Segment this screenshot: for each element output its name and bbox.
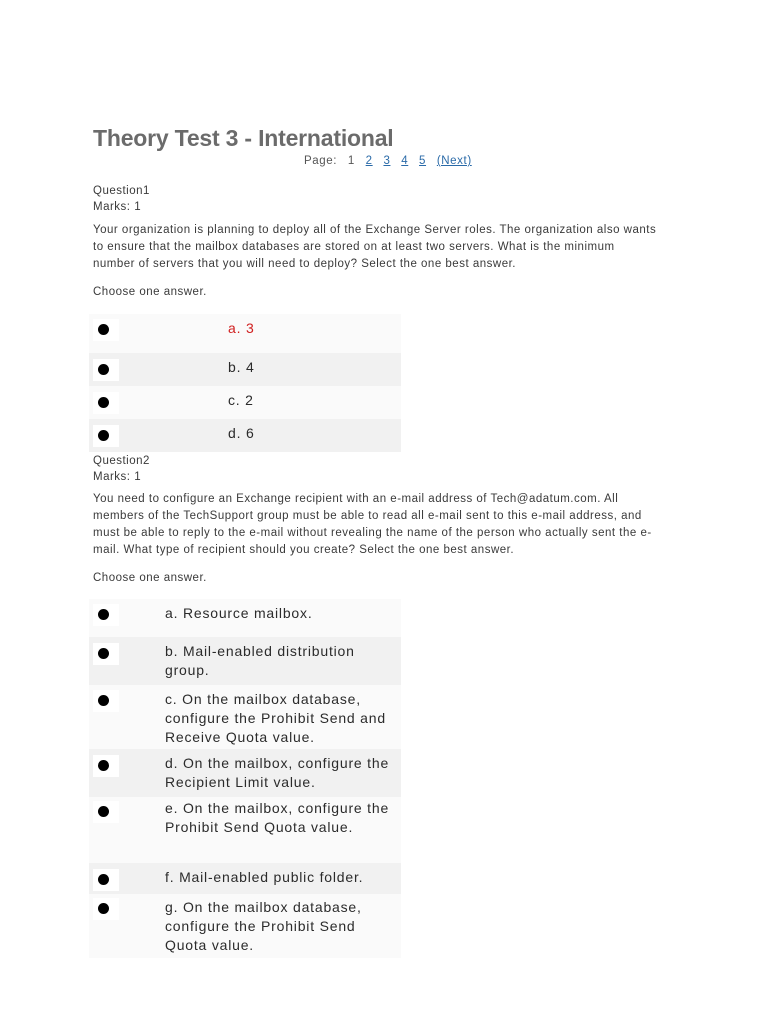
answer-label: d. 6 [228,425,255,441]
radio-button[interactable] [98,397,109,408]
question-2-header [93,453,150,485]
question-label: Question1 [93,185,150,197]
question-1-header [93,183,150,215]
answer-row[interactable] [89,637,401,685]
radio-button[interactable] [98,806,109,817]
answer-label: c. 2 [228,392,254,408]
question-2-answers [89,599,401,958]
question-marks: Marks: 1 [93,471,142,483]
answer-label: e. On the mailbox, configure the Prohibit Send Quota value. [165,800,390,835]
answer-row[interactable] [89,797,401,863]
answer-label: b. 4 [228,359,255,375]
answer-row[interactable] [89,749,401,797]
radio-button[interactable] [98,695,109,706]
question-1-answers [89,314,401,452]
answer-row[interactable] [89,419,401,452]
answer-label: f. Mail-enabled public folder. [165,869,364,885]
pager-link-3[interactable]: 3 [383,155,391,167]
radio-button[interactable] [98,760,109,771]
answer-row[interactable] [89,599,401,637]
answer-label: b. Mail-enabled distribution group. [165,643,355,678]
page-title: Theory Test 3 - International [93,125,394,151]
radio-button[interactable] [98,430,109,441]
pager-link-5[interactable]: 5 [419,155,427,167]
answer-label: c. On the mailbox database, configure the Prohibit Send and Receive Quota value. [165,691,386,745]
radio-button[interactable] [98,609,109,620]
answer-row[interactable] [89,386,401,419]
answer-label: g. On the mailbox database, configure the Prohibit Send Quota value. [165,899,362,953]
answer-row[interactable] [89,863,401,894]
question-marks: Marks: 1 [93,201,142,213]
pagination [304,155,479,167]
radio-button[interactable] [98,648,109,659]
answer-row[interactable] [89,894,401,958]
answer-label: a. 3 [228,320,255,336]
pager-link-4[interactable]: 4 [401,155,409,167]
answer-label: a. Resource mailbox. [165,605,313,621]
answer-row[interactable] [89,353,401,386]
question-2-prompt: Choose one answer. [93,572,207,584]
pager-next-link[interactable]: (Next) [436,155,472,167]
radio-button[interactable] [98,903,109,914]
answer-row[interactable] [89,685,401,749]
pager-label: Page: [304,155,338,167]
answer-row[interactable] [89,314,401,353]
radio-button[interactable] [98,324,109,335]
radio-button[interactable] [98,364,109,375]
answer-label: d. On the mailbox, configure the Recipient Limit value. [165,755,390,790]
pager-current-page: 1 [347,155,355,167]
question-1-text: Your organization is planning to deploy all of the Exchange Server roles. The organization also wants to ensure that the mailbox databases are stored on at least two servers. What is the minimum number of servers that you will need to deploy? Select the one best answer. [93,224,657,270]
question-2-text: You need to configure an Exchange recipient with an e-mail address of Tech@adatum.com. All members of the TechSupport group must be able to read all e-mail sent to this e-mail address, and must be able to reply to the e-mail without revealing the name of the person who actually sent the e-mail. What type of recipient should you create? Select the one best answer. [93,493,652,556]
pager-link-2[interactable]: 2 [365,155,373,167]
question-label: Question2 [93,455,150,467]
radio-button[interactable] [98,874,109,885]
question-1-prompt: Choose one answer. [93,286,207,298]
